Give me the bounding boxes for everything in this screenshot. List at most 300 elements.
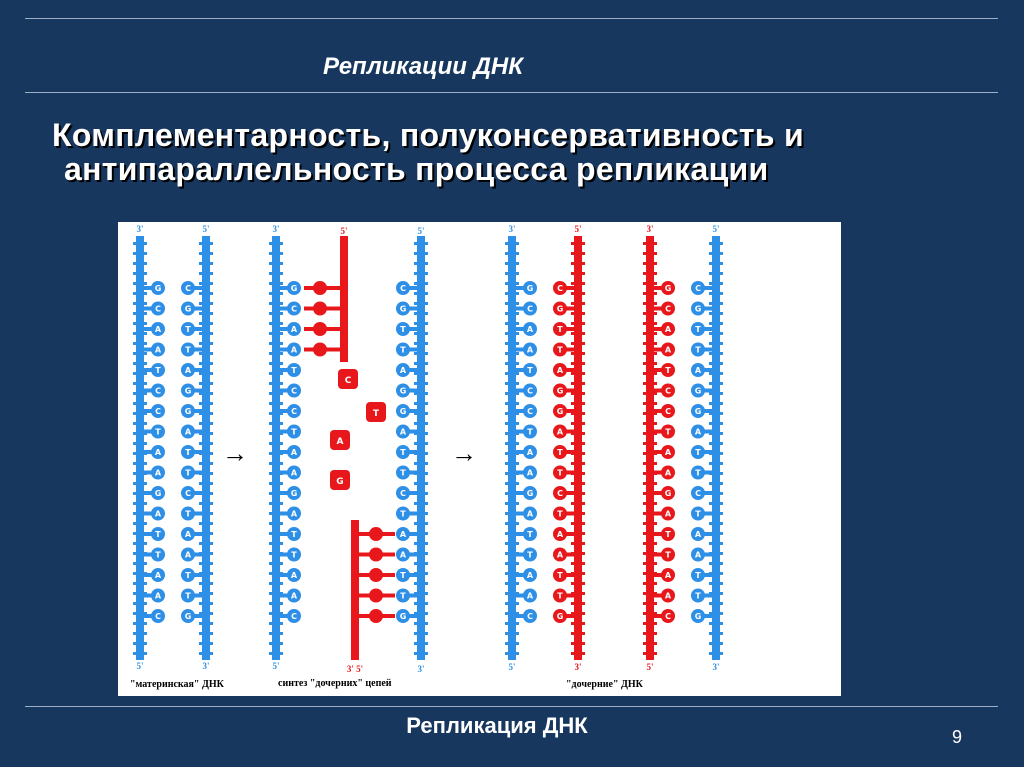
daughter2-r13-letter: A: [694, 550, 702, 560]
daughter1-r6-letter: G: [556, 407, 564, 416]
daughter1-right-backbone-tick: [571, 602, 585, 605]
synth-left-backbone-tick: [269, 462, 283, 465]
daughter2-r7-letter: A: [694, 427, 702, 437]
daughter1-right-backbone-tick: [571, 252, 585, 255]
synth-l2-letter: A: [290, 325, 298, 334]
synth-left-backbone-tick: [269, 352, 283, 355]
synth-l4-letter: T: [291, 366, 297, 375]
synth-r4-letter: A: [399, 366, 407, 375]
parent-left-backbone-tick: [133, 332, 147, 335]
daughter1-l10-letter: G: [526, 489, 534, 498]
daughter2-r15-letter: T: [695, 591, 701, 601]
daughter2-left-backbone-tick: [643, 582, 657, 585]
synth-right-backbone-tick: [414, 302, 428, 305]
parent-right-backbone-tick: [199, 422, 213, 425]
synth-left-backbone-tick: [269, 252, 283, 255]
synth-end-bm: 3' 5': [346, 664, 364, 674]
daughter1-right-backbone-tick: [571, 362, 585, 365]
daughter1-r14-letter: T: [557, 571, 563, 580]
synth-right-backbone-tick: [414, 292, 428, 295]
parent-left-backbone-tick: [133, 482, 147, 485]
parent-end-tl: 3': [136, 224, 144, 234]
synth-left-backbone-tick: [269, 562, 283, 565]
synth-l7-letter: T: [291, 427, 297, 437]
synth-r11-letter: T: [400, 509, 406, 519]
daughter2-l11-letter: A: [664, 509, 672, 519]
parent-right-backbone-tick: [199, 332, 213, 335]
parent-r2-letter: T: [185, 325, 191, 334]
daughter1-right-backbone-tick: [571, 322, 585, 325]
parent-right-backbone-tick: [199, 642, 213, 645]
parent-right-backbone-tick: [199, 442, 213, 445]
page-title: Репликации ДНК: [323, 53, 524, 80]
heading-line-2: антипараллельность процесса репликации: [64, 151, 769, 187]
parent-l14-letter: A: [154, 571, 162, 580]
parent-left-backbone-tick: [133, 252, 147, 255]
daughter1-left-backbone-tick: [505, 322, 519, 325]
parent-right-backbone-tick: [199, 542, 213, 545]
parent-left-backbone-tick: [133, 642, 147, 645]
daughter1-l11-letter: A: [526, 509, 534, 519]
parent-left-backbone-tick: [133, 312, 147, 315]
daughter2-left-backbone-tick: [643, 402, 657, 405]
parent-right-backbone-tick: [199, 402, 213, 405]
daughter1-right-backbone-tick: [571, 502, 585, 505]
daughter1-left-backbone-tick: [505, 302, 519, 305]
daughter1-left-backbone-tick: [505, 582, 519, 585]
daughter1-left-backbone-tick: [505, 622, 519, 625]
synth-left-backbone-tick: [269, 242, 283, 245]
synth-left-backbone-tick: [269, 382, 283, 385]
synth-l15-letter: A: [290, 591, 298, 601]
daughter1-left-backbone-tick: [505, 272, 519, 275]
parent-right-backbone-tick: [199, 242, 213, 245]
daughter1-l9-letter: A: [526, 468, 534, 478]
daughter2-right-backbone-tick: [709, 242, 723, 245]
synth-left-backbone-tick: [269, 542, 283, 545]
daughter2-l13-letter: T: [665, 550, 671, 560]
daughter2-right-backbone-tick: [709, 582, 723, 585]
daughter1-right-backbone-tick: [571, 382, 585, 385]
daughter1-l12-letter: T: [527, 530, 533, 539]
synth-r7-letter: A: [399, 427, 407, 437]
daughter1-left-backbone-tick: [505, 462, 519, 465]
daughter1-left-backbone-tick: [505, 262, 519, 265]
daughter-end-bottom-2: 5': [646, 662, 654, 672]
daughter2-r14-letter: T: [695, 571, 701, 580]
daughter2-right-backbone-tick: [709, 342, 723, 345]
daughter2-r3-letter: T: [695, 345, 701, 355]
daughter2-r2-letter: T: [695, 325, 701, 334]
synth-right-backbone-tick: [414, 352, 428, 355]
daughter1-right-backbone-tick: [571, 272, 585, 275]
daughter1-left-backbone-tick: [505, 292, 519, 295]
daughter1-left-backbone-tick: [505, 332, 519, 335]
free-nucleotide-letter-3: G: [336, 477, 344, 487]
parent-r12-letter: A: [184, 530, 192, 539]
daughter2-l5-letter: C: [665, 386, 671, 396]
daughter1-right-backbone-tick: [571, 332, 585, 335]
daughter2-left-backbone-tick: [643, 442, 657, 445]
daughter1-left-backbone-tick: [505, 242, 519, 245]
daughter1-left-backbone-tick: [505, 562, 519, 565]
parent-l4-letter: T: [155, 366, 161, 375]
synth-end-tr: 5': [417, 226, 425, 236]
daughter2-l14-letter: A: [664, 571, 672, 580]
daughter1-right-backbone-tick: [571, 372, 585, 375]
parent-r13-letter: A: [184, 550, 192, 560]
daughter2-left-backbone-tick: [643, 482, 657, 485]
label-parent-dna: "материнская" ДНК: [130, 679, 224, 690]
synth-left-backbone-tick: [269, 282, 283, 285]
daughter2-left-backbone-tick: [643, 312, 657, 315]
daughter2-left-backbone-tick: [643, 282, 657, 285]
daughter1-left-backbone-tick: [505, 642, 519, 645]
daughter2-r11-letter: T: [695, 509, 701, 519]
synth-r2-letter: T: [400, 325, 406, 334]
daughter1-r9-letter: T: [557, 468, 563, 478]
parent-right-backbone-tick: [199, 282, 213, 285]
synth-r10-letter: C: [400, 489, 406, 498]
daughter2-left-backbone-tick: [643, 462, 657, 465]
daughter1-right-backbone-tick: [571, 422, 585, 425]
daughter2-left-backbone-tick: [643, 382, 657, 385]
parent-l12-letter: T: [155, 530, 161, 539]
parent-left-backbone-tick: [133, 322, 147, 325]
daughter1-right-backbone-tick: [571, 482, 585, 485]
daughter1-l4-letter: T: [527, 366, 533, 375]
daughter-end-top-2: 3': [646, 224, 654, 234]
parent-r7-letter: A: [184, 427, 192, 437]
parent-end-br: 3': [202, 661, 210, 671]
parent-r0-letter: C: [185, 284, 191, 293]
synth-right-backbone-tick: [414, 362, 428, 365]
parent-right-backbone-tick: [199, 632, 213, 635]
daughter2-left-backbone-tick: [643, 292, 657, 295]
synth-end-tl: 3': [272, 224, 280, 234]
daughter2-right-backbone-tick: [709, 322, 723, 325]
parent-right-backbone-tick: [199, 622, 213, 625]
synth-d-top-base-3: [313, 343, 327, 357]
synth-right-backbone-tick: [414, 372, 428, 375]
slide-heading: [52, 118, 804, 186]
daughter1-r8-letter: T: [557, 448, 563, 457]
daughter1-left-backbone-tick: [505, 502, 519, 505]
daughter2-r5-letter: G: [694, 386, 702, 396]
parent-right-backbone-tick: [199, 352, 213, 355]
daughter1-right-backbone-tick: [571, 522, 585, 525]
daughter2-right-backbone-tick: [709, 652, 723, 655]
daughter2-left-backbone-tick: [643, 262, 657, 265]
parent-left-backbone-tick: [133, 342, 147, 345]
daughter1-right-backbone-tick: [571, 642, 585, 645]
synth-right-backbone-tick: [414, 262, 428, 265]
synth-r0-letter: C: [400, 284, 406, 293]
parent-left-backbone-tick: [133, 362, 147, 365]
synth-right-backbone-tick: [414, 642, 428, 645]
daughter1-right-backbone-tick: [571, 632, 585, 635]
synth-left-backbone-tick: [269, 602, 283, 605]
daughter2-l0-letter: G: [664, 284, 672, 293]
daughter1-l5-letter: C: [527, 386, 533, 396]
daughter2-l15-letter: A: [664, 591, 672, 601]
parent-r15-letter: T: [185, 591, 191, 601]
parent-l9-letter: A: [154, 468, 162, 478]
daughter1-left-backbone-tick: [505, 312, 519, 315]
daughter1-left-backbone-tick: [505, 542, 519, 545]
daughter-end-bottom-3: 3': [712, 662, 720, 672]
synth-r15-letter: T: [400, 591, 406, 601]
daughter1-r13-letter: A: [556, 550, 564, 560]
parent-l1-letter: C: [155, 304, 161, 314]
synth-l0-letter: G: [290, 284, 298, 293]
synth-left-backbone-tick: [269, 402, 283, 405]
daughter-end-top-0: 3': [508, 224, 516, 234]
parent-end-bl: 5': [136, 661, 144, 671]
parent-left-backbone-tick: [133, 352, 147, 355]
parent-l5-letter: C: [155, 386, 161, 396]
synth-left-backbone-tick: [269, 342, 283, 345]
daughter1-l1-letter: C: [527, 304, 533, 314]
synth-right-backbone-tick: [414, 562, 428, 565]
daughter2-l9-letter: A: [664, 468, 672, 478]
synth-d-top-base-1: [313, 302, 327, 316]
parent-l16-letter: C: [155, 612, 161, 621]
parent-right-backbone-tick: [199, 362, 213, 365]
daughter-end-bottom-1: 3': [574, 662, 582, 672]
daughter1-l0-letter: G: [526, 284, 534, 293]
synth-r6-letter: G: [399, 407, 407, 416]
synth-right-backbone-tick: [414, 342, 428, 345]
daughter1-r5-letter: G: [556, 386, 564, 396]
synth-d-top-base-2: [313, 322, 327, 336]
parent-right-backbone-tick: [199, 272, 213, 275]
daughter2-left-backbone-tick: [643, 242, 657, 245]
parent-left-backbone-tick: [133, 622, 147, 625]
daughter2-right-backbone-tick: [709, 632, 723, 635]
synth-right-backbone-tick: [414, 312, 428, 315]
synth-right-backbone-tick: [414, 582, 428, 585]
daughter1-right-backbone-tick: [571, 402, 585, 405]
daughter2-l1-letter: C: [665, 304, 671, 314]
daughter2-left-backbone-tick: [643, 502, 657, 505]
parent-left-backbone-tick: [133, 442, 147, 445]
daughter2-r9-letter: T: [695, 468, 701, 478]
synth-l11-letter: A: [290, 509, 298, 519]
parent-left-backbone-tick: [133, 242, 147, 245]
synth-right-backbone-tick: [414, 322, 428, 325]
daughter2-left-backbone-tick: [643, 332, 657, 335]
synth-right-backbone-tick: [414, 652, 428, 655]
parent-left-backbone-tick: [133, 502, 147, 505]
synth-d-bot-base-12: [369, 527, 383, 541]
daughter1-r2-letter: T: [557, 325, 563, 334]
parent-left-backbone-tick: [133, 292, 147, 295]
daughter1-right-backbone-tick: [571, 292, 585, 295]
synth-left-backbone-tick: [269, 582, 283, 585]
synth-end-br: 3': [417, 664, 425, 674]
synth-l9-letter: A: [290, 468, 298, 478]
free-nucleotide-letter-1: T: [372, 409, 380, 419]
synth-right-backbone-tick: [414, 632, 428, 635]
synth-left-backbone-tick: [269, 312, 283, 315]
daughter2-l7-letter: T: [665, 427, 671, 437]
synth-l16-letter: C: [291, 612, 297, 621]
daughter1-l7-letter: T: [527, 427, 533, 437]
synth-left-backbone-tick: [269, 262, 283, 265]
synth-d-bot-base-15: [369, 589, 383, 603]
synth-right-backbone-tick: [414, 382, 428, 385]
arrow-right-icon-2: →: [451, 438, 477, 468]
parent-r4-letter: A: [184, 366, 192, 375]
daughter1-right-backbone-tick: [571, 562, 585, 565]
parent-left-backbone-tick: [133, 652, 147, 655]
daughter1-left-backbone-tick: [505, 522, 519, 525]
daughter2-right-backbone-tick: [709, 272, 723, 275]
daughter1-r10-letter: C: [557, 489, 563, 498]
daughter2-left-backbone-tick: [643, 322, 657, 325]
parent-left-backbone-tick: [133, 372, 147, 375]
daughter1-l13-letter: T: [527, 550, 533, 560]
parent-left-backbone-tick: [133, 632, 147, 635]
daughter1-r7-letter: A: [556, 427, 564, 437]
synth-l5-letter: C: [291, 386, 297, 396]
synth-r8-letter: T: [400, 448, 406, 457]
parent-r16-letter: G: [184, 612, 192, 621]
daughter2-left-backbone-tick: [643, 362, 657, 365]
parent-right-backbone-tick: [199, 582, 213, 585]
synth-right-backbone-tick: [414, 482, 428, 485]
daughter1-left-backbone-tick: [505, 402, 519, 405]
daughter2-right-backbone-tick: [709, 292, 723, 295]
synth-left-backbone-tick: [269, 622, 283, 625]
daughter2-right-backbone-tick: [709, 622, 723, 625]
daughter2-l16-letter: C: [665, 612, 671, 621]
daughter2-r1-letter: G: [694, 304, 702, 314]
synth-left-backbone-tick: [269, 422, 283, 425]
daughter2-right-backbone-tick: [709, 382, 723, 385]
synth-left-backbone-tick: [269, 272, 283, 275]
synth-l1-letter: C: [291, 304, 297, 314]
top-rule: [25, 18, 998, 19]
daughter1-left-backbone-tick: [505, 442, 519, 445]
synth-left-backbone-tick: [269, 502, 283, 505]
daughter1-l14-letter: A: [526, 571, 534, 580]
daughter1-r11-letter: T: [557, 509, 563, 519]
daughter2-right-backbone-tick: [709, 502, 723, 505]
synth-d-bot-base-16: [369, 609, 383, 623]
synth-right-backbone-tick: [414, 272, 428, 275]
daughter2-left-backbone-tick: [643, 342, 657, 345]
synth-left-backbone-tick: [269, 322, 283, 325]
synth-right-backbone-tick: [414, 462, 428, 465]
parent-left-backbone-tick: [133, 582, 147, 585]
daughter2-right-backbone-tick: [709, 302, 723, 305]
parent-left-backbone-tick: [133, 262, 147, 265]
daughter1-r1-letter: G: [556, 304, 564, 314]
daughter2-left-backbone-tick: [643, 272, 657, 275]
synth-r1-letter: G: [399, 304, 407, 314]
daughter1-right-backbone-tick: [571, 352, 585, 355]
daughter1-right-backbone-tick: [571, 262, 585, 265]
synth-l3-letter: A: [290, 345, 298, 355]
daughter2-r0-letter: C: [695, 284, 701, 293]
daughter2-l4-letter: T: [665, 366, 671, 375]
daughter2-left-backbone-tick: [643, 522, 657, 525]
daughter-end-top-1: 5': [574, 224, 582, 234]
parent-right-backbone-tick: [199, 342, 213, 345]
parent-l2-letter: A: [154, 325, 162, 334]
parent-right-backbone-tick: [199, 482, 213, 485]
synth-left-backbone-tick: [269, 442, 283, 445]
parent-l3-letter: A: [154, 345, 162, 355]
title-rule: [25, 92, 998, 93]
synth-right-backbone-tick: [414, 252, 428, 255]
synth-left-backbone-tick: [269, 652, 283, 655]
parent-right-backbone-tick: [199, 462, 213, 465]
daughter2-left-backbone-tick: [643, 302, 657, 305]
daughter2-right-backbone-tick: [709, 442, 723, 445]
parent-end-tr: 5': [202, 224, 210, 234]
parent-r14-letter: T: [185, 571, 191, 580]
daughter2-right-backbone-tick: [709, 562, 723, 565]
daughter1-right-backbone-tick: [571, 462, 585, 465]
synth-right-backbone-tick: [414, 442, 428, 445]
daughter2-right-backbone-tick: [709, 602, 723, 605]
daughter2-right-backbone-tick: [709, 422, 723, 425]
parent-right-backbone-tick: [199, 322, 213, 325]
daughter2-right-backbone-tick: [709, 362, 723, 365]
daughter1-right-backbone-tick: [571, 622, 585, 625]
synth-r13-letter: A: [399, 550, 407, 560]
parent-l13-letter: T: [155, 550, 161, 560]
parent-left-backbone-tick: [133, 602, 147, 605]
parent-l10-letter: G: [154, 489, 162, 498]
parent-left-backbone-tick: [133, 272, 147, 275]
parent-l0-letter: G: [154, 284, 162, 293]
synth-right-backbone-tick: [414, 602, 428, 605]
daughter2-right-backbone-tick: [709, 522, 723, 525]
daughter2-right-backbone-tick: [709, 482, 723, 485]
parent-r10-letter: C: [185, 489, 191, 498]
footer-title: Репликация ДНК: [406, 713, 588, 738]
daughter1-right-backbone-tick: [571, 282, 585, 285]
daughter2-right-backbone-tick: [709, 332, 723, 335]
synth-r12-letter: A: [399, 530, 407, 539]
daughter1-left-backbone-tick: [505, 422, 519, 425]
parent-r8-letter: T: [185, 448, 191, 457]
synth-left-backbone-tick: [269, 292, 283, 295]
daughter1-left-backbone-tick: [505, 252, 519, 255]
daughter2-l12-letter: T: [665, 530, 671, 539]
synth-r5-letter: G: [399, 386, 407, 396]
synth-d-top-base-0: [313, 281, 327, 295]
parent-l15-letter: A: [154, 591, 162, 601]
daughter1-right-backbone-tick: [571, 442, 585, 445]
synth-left-backbone-tick: [269, 302, 283, 305]
daughter1-right-backbone-tick: [571, 342, 585, 345]
parent-right-backbone-tick: [199, 502, 213, 505]
daughter2-left-backbone-tick: [643, 632, 657, 635]
daughter2-right-backbone-tick: [709, 542, 723, 545]
parent-l11-letter: A: [154, 509, 162, 519]
daughter1-l2-letter: A: [526, 325, 534, 334]
parent-right-backbone-tick: [199, 652, 213, 655]
synth-right-backbone-tick: [414, 542, 428, 545]
synth-right-backbone-tick: [414, 282, 428, 285]
parent-right-backbone-tick: [199, 302, 213, 305]
daughter1-right-backbone-tick: [571, 302, 585, 305]
